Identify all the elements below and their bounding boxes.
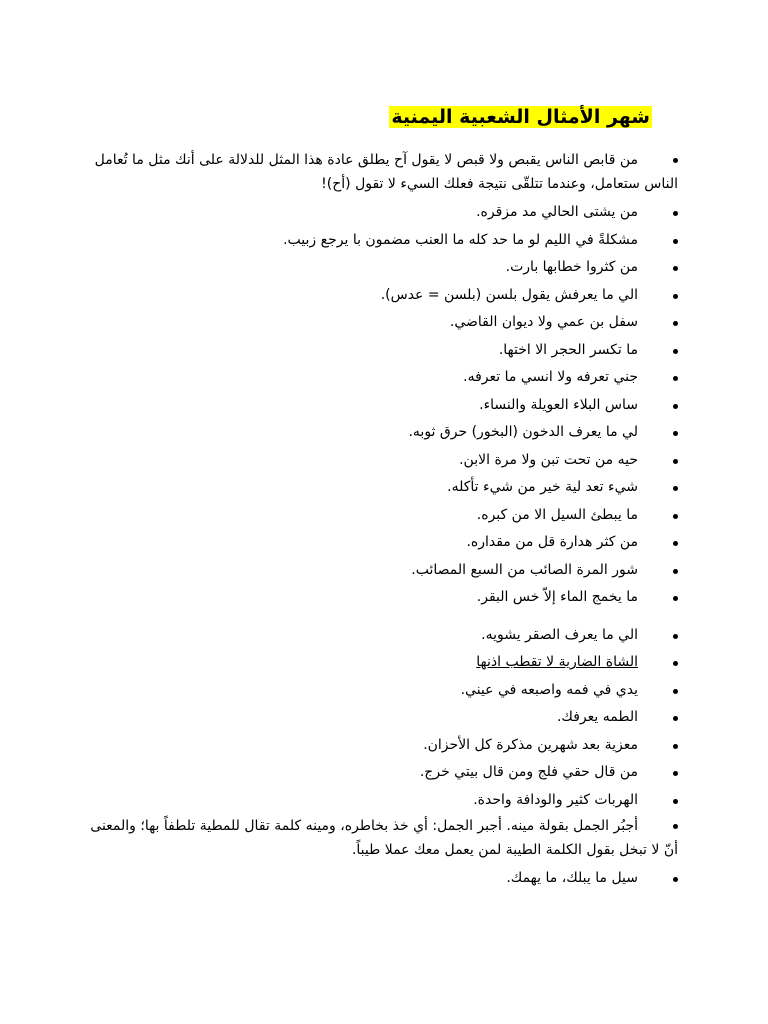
list-item: شيء تعد لية خير من شيء تأكله. [78, 474, 678, 502]
list-item: ما تكسر الحجر الا اختها. [78, 337, 678, 365]
page-title-text: شهر الأمثال الشعبية اليمنية [391, 106, 650, 128]
proverb-list [78, 148, 678, 893]
list-item: شور المرة الصائب من السبع المصائب. [78, 557, 678, 585]
list-item: حيه من تحت تبن ولا مرة الابن. [78, 447, 678, 475]
list-item: من كثر هدارة قل من مقداره. [78, 529, 678, 557]
list-item: من قابص الناس يقبص ولا قبص لا يقول آح يطلق عادة هذا المثل للدلالة على أنك مثل ما تُعامل الناس ستعامل، وعندما تتلقّى نتيجة فعلك السيء لا تقول (أح)! [78, 148, 678, 196]
list-item: ما يخمج الماء إلاّ خس البقر. [78, 584, 678, 612]
list-item: الي ما يعرف الصقر يشويه. [78, 622, 678, 650]
list-item: ساس البلاء العويلة والنساء. [78, 392, 678, 420]
list-item: سفل بن عمي ولا ديوان القاضي. [78, 309, 678, 337]
list-item: معزية بعد شهرين مذكرة كل الأحزان. [78, 732, 678, 760]
list-item: ما يبطئ السيل الا من كبره. [78, 502, 678, 530]
list-item: من قال حقي فلج ومن قال بيتي خرج. [78, 759, 678, 787]
list-item: الي ما يعرفش يقول بلسن (بلسن = عدس). [78, 282, 678, 310]
list-item: أجبُر الجمل بقولة مينه. أجبر الجمل: أي خذ بخاطره، ومينه كلمة تقال للمطية تلطفاً بها؛ والمعنى أنّ لا تبخل بقول الكلمة الطيبة لمن يعمل معك عملا طيباً. [78, 814, 678, 862]
list-item: مشكلةً في الليم لو ما حد كله ما العنب مضمون با يرجع زبيب. [78, 227, 678, 255]
list-item: الطمه يعرفك. [78, 704, 678, 732]
page-title [389, 104, 652, 130]
list-item: يدي في فمه واصبعه في عيني. [78, 677, 678, 705]
list-item: الهربات كثير والودافة واحدة. [78, 787, 678, 815]
list-item: من يشتى الحالي مد مزقره. [78, 199, 678, 227]
list-item: جني تعرفه ولا انسي ما تعرفه. [78, 364, 678, 392]
list-item: الشاة الضارية لا تقطب اذنها [78, 649, 678, 677]
list-item: سيل ما يبلك، ما يهمك. [78, 865, 678, 893]
list-item: لي ما يعرف الدخون (البخور) حرق ثوبه. [78, 419, 678, 447]
list-item: من كثروا خطابها بارت. [78, 254, 678, 282]
